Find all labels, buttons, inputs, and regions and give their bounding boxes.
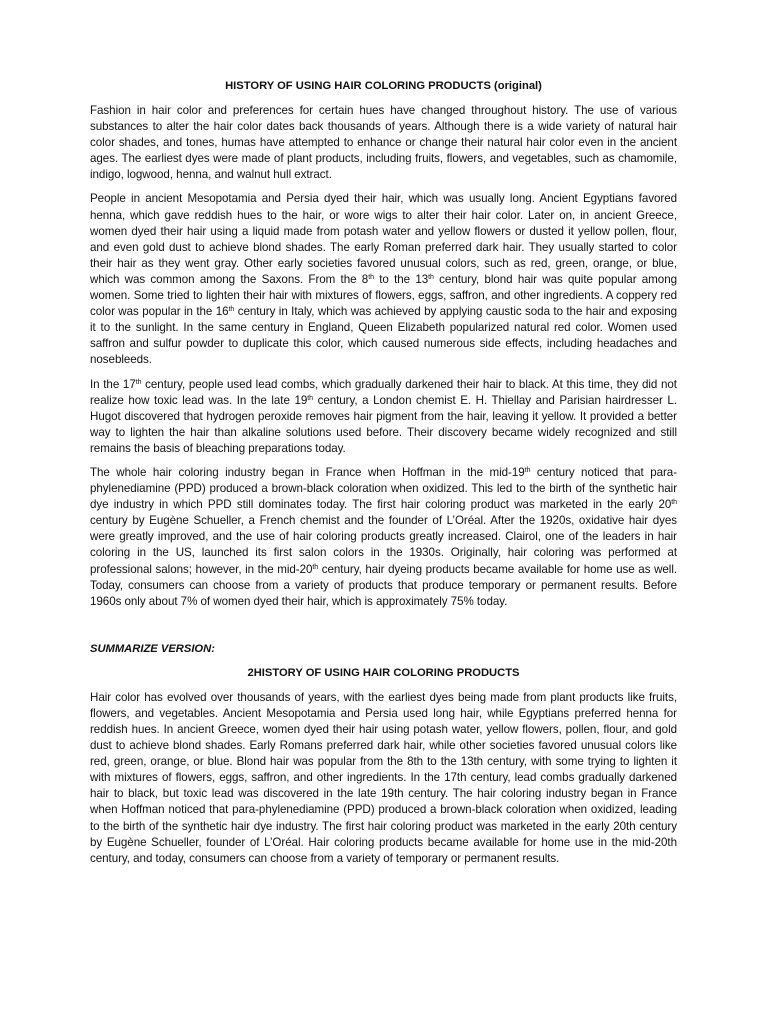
paragraph-text: century, blond hair was quite popular among women. Some tried to lighten their hair with mixtures of flowers, eggs, saffron, and other ingredients. A coppery red color was popular in the 16 xyxy=(90,272,677,319)
superscript: th xyxy=(524,466,531,474)
paragraph-3 xyxy=(90,377,677,457)
summary-paragraph: Hair color has evolved over thousands of years, with the earliest dyes being made from plant products like fruits, flowers, and vegetables. Ancient Mesopotamia and Persia used long hair, while Egyptians preferred henna for reddish hues. In ancient Greece, women dyed their hair using potash water, yellow flowers, pollen, flour, and gold dust to achieve blond shades. Early Romans preferred dark hair, while other societies favored unusual colors like red, green, orange, or blue. Blond hair was popular from the 8th to the 13th century, with some trying to lighten it with mixtures of flowers, eggs, saffron, and other ingredients. In the 17th century, lead combs gradually darkened hair to black, but toxic lead was discovered in the late 19th century. The hair coloring industry began in France when Hoffman noticed that para-phylenediamine (PPD) produced a brown-black coloration when oxidized, leading to the birth of the synthetic hair dye industry. The first hair coloring product was marketed in the early 20th century by Eugène Schueller, founder of L’Oréal. Hair coloring products became available for home use in the mid-20th century, and today, consumers can choose from a variety of temporary or permanent results. xyxy=(90,690,677,865)
superscript: th xyxy=(671,499,677,507)
paragraph-text: century in Italy, which was achieved by applying caustic soda to the hair and exposing it to the sunlight. In the same century in England, Queen Elizabeth popularized natural red color. Women used saffron and sulfur powder to duplicate this color, which caused numerous side effects, including headaches and nosebleeds. xyxy=(90,305,677,367)
superscript: th xyxy=(307,394,313,402)
paragraph-text: People in ancient Mesopotamia and Persia dyed their hair, which was usually long. Ancient Egyptians favored henna, which gave reddish hues to the hair, or wore wigs to alter their hair color. Later on, in ancient Greece, women dyed their hair using a liquid made from potash water and yellow flowers or dusted it yellow pollen, flour, and even gold dust to achieve blond shades. The early Roman preferred dark hair. They usually started to color their hair as they went gray. Other early societies favored unusual colors, such as red, green, orange, or blue, which was common among the Saxons. From the 8 xyxy=(90,192,677,286)
paragraph-text: Fashion in hair color and preferences for certain hues have changed throughout history. The use of various substances to alter the hair color dates back thousands of years. Although there is a wide variety of natural hair color shades, and tones, humas have attempted to enhance or change their natural hair color even in the ancient ages. The earliest dyes were made of plant products, including fruits, flowers, and vegetables, such as chamomile, indigo, logwood, henna, and walnut hull extract. xyxy=(90,104,677,182)
paragraph-1 xyxy=(90,103,677,183)
paragraph-text: The whole hair coloring industry began in France when Hoffman in the mid-19 xyxy=(90,465,525,479)
paragraph-text: century by Eugène Schueller, a French chemist and the founder of L’Oréal. After the 1920s, oxidative hair dyes were greatly improved, and the use of hair coloring products greatly increased. Clairol, one of the leaders in hair coloring in the US, launched its first salon colors in the 1930s. Originally, hair coloring was performed at professional salons; however, in the mid-20 xyxy=(90,514,677,576)
document-title: HISTORY OF USING HAIR COLORING PRODUCTS (original) xyxy=(225,80,542,92)
superscript: th xyxy=(368,273,374,281)
summary-title: 2HISTORY OF USING HAIR COLORING PRODUCTS xyxy=(247,666,520,679)
paragraph-text: century, people used lead combs, which gradually darkened their hair to black. At this time, they did not realize how toxic lead was. In the late 19 xyxy=(90,377,677,407)
superscript: th xyxy=(428,273,434,281)
paragraph-text: century, a London chemist E. H. Thiellay and Parisian hairdresser L. Hugot discovered that hydrogen peroxide removes hair pigment from the hair, leaving it yellow. It provided a better way to lighten the hair than alkaline solutions used before. Their discovery became widely recognized and still remains the basis of bleaching preparations today. xyxy=(90,393,677,455)
paragraph-text: In the 17 xyxy=(90,377,136,391)
superscript: th xyxy=(312,563,319,571)
paragraph-text: century noticed that para-phylenediamine (PPD) produced a brown-black coloration when oxidized. This led to the birth of the synthetic hair dye industry in which PPD still dominates today. The first hair coloring product was marketed in the early 20 xyxy=(90,465,678,512)
superscript: th xyxy=(135,378,142,386)
paragraph-4 xyxy=(90,465,677,610)
document-page xyxy=(90,78,677,875)
paragraph-2 xyxy=(90,191,677,368)
paragraph-text: to the 13 xyxy=(373,272,429,286)
superscript: th xyxy=(228,306,235,314)
paragraph-text: century, hair dyeing products became available for home use as well. Today, consumers can choose from a variety of products that produce temporary or permanent results. Before 1960s only about 7% of women dyed their hair, which is approximately 75% today. xyxy=(90,562,678,608)
summary-label: SUMMARIZE VERSION: xyxy=(90,642,215,655)
